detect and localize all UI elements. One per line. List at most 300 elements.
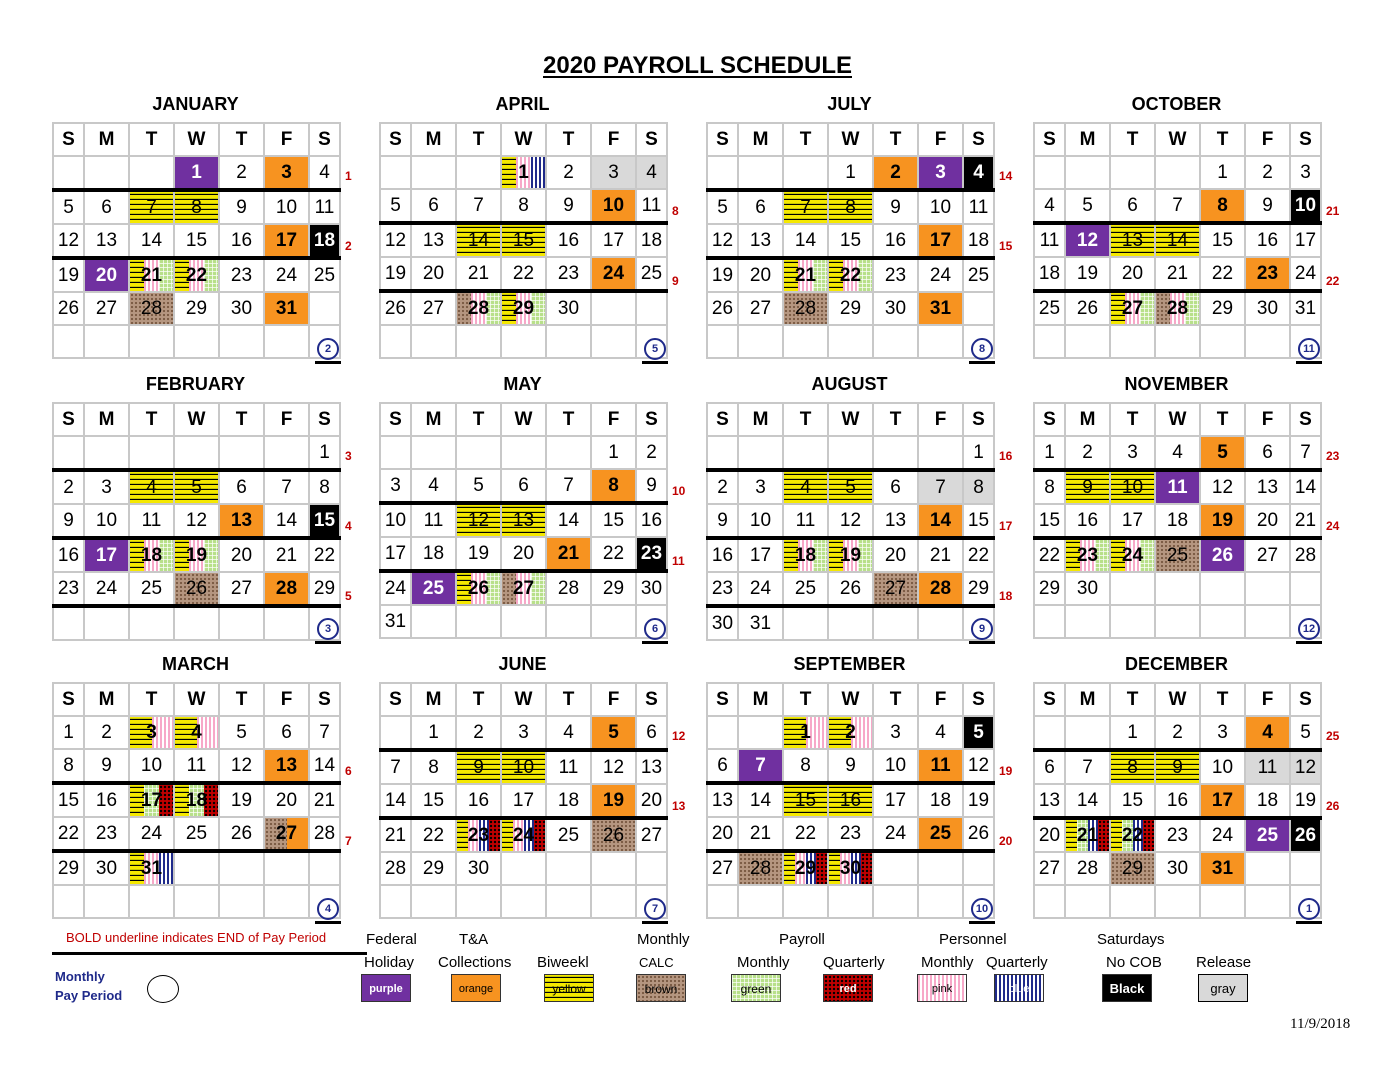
day-cell — [828, 538, 873, 572]
pay-period-number: 10 — [672, 484, 686, 498]
day-number: 26 — [57, 297, 80, 319]
month-january — [52, 94, 352, 359]
legend-saturdays: Saturdays — [1097, 931, 1165, 948]
weekday-header: T — [219, 123, 264, 156]
day-number: 16 — [230, 229, 253, 251]
legend-calc: CALC — [639, 955, 674, 970]
day-cell — [501, 223, 546, 257]
pay-period-number: 16 — [999, 449, 1013, 463]
empty-cell — [129, 885, 174, 918]
day-cell — [783, 292, 828, 325]
day-number: 12 — [467, 509, 490, 531]
day-cell — [1290, 716, 1321, 750]
day-number: 1 — [518, 161, 529, 183]
day-cell — [174, 716, 219, 749]
monthly-pay-period-label: Monthly Pay Period — [55, 969, 123, 1003]
empty-cell — [501, 436, 546, 469]
day-number: 15 — [967, 509, 990, 531]
day-cell — [264, 504, 309, 538]
day-cell — [174, 190, 219, 224]
weekday-header: S — [963, 683, 994, 716]
weekday-header: F — [918, 123, 963, 156]
day-cell — [1200, 504, 1245, 538]
pay-period-number: 14 — [999, 169, 1013, 183]
day-number: 21 — [467, 262, 490, 284]
day-number: 1 — [1217, 161, 1228, 183]
day-number: 10 — [1294, 194, 1317, 216]
day-number: 21 — [275, 544, 298, 566]
month-name: MARCH — [162, 654, 229, 674]
day-cell — [918, 817, 963, 851]
day-number: 19 — [839, 544, 862, 566]
empty-cell — [456, 436, 501, 469]
day-cell — [783, 190, 828, 224]
day-number: 28 — [275, 577, 298, 599]
day-cell — [738, 224, 783, 258]
day-number: 27 — [884, 577, 907, 599]
day-cell — [456, 852, 501, 885]
day-number: 16 — [711, 544, 734, 566]
day-cell — [129, 817, 174, 851]
day-number: 28 — [929, 577, 952, 599]
empty-cell — [1200, 885, 1245, 918]
weekday-header: T — [129, 123, 174, 156]
day-number: 23 — [557, 262, 580, 284]
pay-period-number: 15 — [999, 239, 1013, 253]
day-cell — [636, 571, 667, 605]
month-grid — [706, 402, 995, 641]
month-grid — [52, 122, 341, 359]
day-cell — [411, 750, 456, 784]
day-cell — [918, 716, 963, 749]
day-number: 4 — [935, 721, 946, 743]
empty-cell — [501, 325, 546, 358]
day-number: 15 — [1211, 229, 1234, 251]
day-number: 29 — [839, 297, 862, 319]
day-cell — [309, 817, 340, 851]
day-cell — [1290, 223, 1321, 257]
empty-cell — [501, 605, 546, 638]
weekday-header: M — [738, 403, 783, 436]
day-cell — [1034, 572, 1065, 605]
day-number: 29 — [422, 857, 445, 879]
day-cell — [380, 223, 411, 257]
day-cell — [1110, 818, 1155, 852]
day-cell — [707, 606, 738, 640]
day-cell — [738, 292, 783, 325]
day-cell — [828, 749, 873, 783]
day-cell — [1290, 784, 1321, 818]
weekday-header: W — [174, 123, 219, 156]
monthly-pay-period-badge: 7 — [644, 898, 666, 920]
day-number: 7 — [146, 196, 157, 218]
day-cell — [1200, 470, 1245, 504]
day-number: 19 — [230, 789, 253, 811]
weekday-header: W — [828, 123, 873, 156]
day-number: 25 — [794, 577, 817, 599]
empty-cell — [264, 325, 309, 358]
legend-biweekly: Biweekl — [537, 954, 589, 971]
day-cell — [783, 538, 828, 572]
day-cell — [456, 291, 501, 325]
day-number: 25 — [1256, 824, 1279, 846]
day-cell — [591, 818, 636, 852]
day-number: 23 — [57, 577, 80, 599]
pay-period-number: 21 — [1326, 204, 1340, 218]
day-cell — [783, 258, 828, 292]
day-number: 10 — [929, 196, 952, 218]
day-cell — [828, 224, 873, 258]
day-number: 2 — [890, 161, 901, 183]
day-number: 9 — [845, 754, 856, 776]
month-october — [1033, 94, 1340, 359]
day-number: 13 — [230, 509, 253, 531]
day-number: 25 — [967, 264, 990, 286]
day-number: 21 — [1166, 262, 1189, 284]
empty-cell — [380, 156, 411, 189]
day-cell — [738, 851, 783, 885]
day-number: 24 — [140, 822, 163, 844]
day-cell — [411, 503, 456, 537]
empty-cell — [1110, 885, 1155, 918]
day-cell — [1290, 504, 1321, 538]
day-cell — [1034, 291, 1065, 325]
day-cell — [1110, 291, 1155, 325]
empty-cell — [53, 436, 84, 470]
legend-release: Release — [1196, 954, 1252, 971]
day-number: 19 — [185, 544, 208, 566]
day-number: 2 — [473, 721, 484, 743]
empty-cell — [1155, 325, 1200, 358]
day-cell — [1065, 784, 1110, 818]
day-number: 3 — [390, 474, 401, 496]
day-number: 13 — [884, 509, 907, 531]
empty-cell — [636, 291, 667, 325]
day-cell — [1290, 189, 1321, 223]
day-cell — [873, 156, 918, 190]
day-number: 21 — [140, 264, 163, 286]
empty-cell — [174, 436, 219, 470]
empty-cell — [1065, 325, 1110, 358]
legend-payroll-quarterly: Quarterly — [823, 954, 885, 971]
day-cell — [963, 749, 994, 783]
day-number: 6 — [518, 474, 529, 496]
day-cell — [783, 572, 828, 606]
day-number: 5 — [1217, 441, 1228, 463]
weekday-header: F — [264, 403, 309, 436]
weekday-header: S — [53, 683, 84, 716]
day-number: 9 — [1262, 194, 1273, 216]
day-number: 23 — [884, 264, 907, 286]
weekday-header: T — [456, 403, 501, 436]
day-cell — [636, 156, 667, 189]
day-cell — [707, 572, 738, 606]
empty-cell — [380, 716, 411, 750]
day-number: 5 — [473, 474, 484, 496]
empty-cell — [411, 436, 456, 469]
day-cell — [264, 572, 309, 606]
day-cell — [1110, 436, 1155, 470]
day-number: 17 — [275, 229, 298, 251]
day-number: 4 — [800, 476, 811, 498]
day-number: 1 — [191, 161, 202, 183]
day-number: 3 — [1127, 441, 1138, 463]
day-cell — [918, 224, 963, 258]
empty-cell — [219, 436, 264, 470]
day-number: 30 — [640, 577, 663, 599]
day-cell — [84, 817, 129, 851]
day-cell — [309, 436, 340, 470]
day-cell — [918, 190, 963, 224]
day-number: 16 — [467, 789, 490, 811]
day-number: 19 — [1294, 789, 1317, 811]
day-number: 20 — [1038, 824, 1061, 846]
day-cell — [546, 291, 591, 325]
day-number: 18 — [1256, 789, 1279, 811]
day-number: 22 — [1211, 262, 1234, 284]
day-cell — [873, 749, 918, 783]
empty-cell — [1245, 852, 1290, 885]
day-number: 29 — [185, 297, 208, 319]
weekday-header: W — [174, 683, 219, 716]
weekday-header: T — [873, 403, 918, 436]
empty-cell — [309, 851, 340, 885]
weekday-header: T — [456, 683, 501, 716]
day-cell — [918, 572, 963, 606]
day-number: 14 — [1166, 229, 1189, 251]
day-number: 20 — [95, 264, 118, 286]
day-cell — [129, 224, 174, 258]
weekday-header: T — [1110, 403, 1155, 436]
day-number: 17 — [384, 542, 407, 564]
day-cell — [174, 572, 219, 606]
empty-cell — [707, 325, 738, 358]
day-cell — [1245, 750, 1290, 784]
empty-cell — [591, 605, 636, 638]
day-cell — [501, 750, 546, 784]
day-number: 11 — [968, 196, 989, 218]
day-number: 7 — [473, 194, 484, 216]
swatch-green: green — [731, 974, 781, 1002]
day-cell — [591, 189, 636, 223]
empty-cell — [1290, 852, 1321, 885]
day-cell — [84, 783, 129, 817]
day-number: 10 — [275, 196, 298, 218]
day-cell — [1245, 291, 1290, 325]
day-number: 18 — [1038, 262, 1061, 284]
marker-yellow — [784, 853, 795, 884]
day-number: 18 — [967, 229, 990, 251]
swatch-brown: brown — [636, 974, 686, 1002]
day-number: 5 — [191, 476, 202, 498]
day-number: 21 — [557, 542, 580, 564]
day-number: 28 — [384, 857, 407, 879]
empty-cell — [1200, 325, 1245, 358]
day-cell — [129, 783, 174, 817]
month-grid — [379, 122, 668, 359]
weekday-header: M — [1065, 123, 1110, 156]
day-number: 6 — [1044, 756, 1055, 778]
weekday-header: S — [636, 683, 667, 716]
weekday-header: W — [1155, 123, 1200, 156]
day-cell — [219, 504, 264, 538]
day-number: 25 — [929, 822, 952, 844]
day-cell — [546, 818, 591, 852]
day-number: 24 — [384, 577, 407, 599]
month-name: OCTOBER — [1131, 94, 1222, 114]
day-cell — [963, 156, 994, 190]
pay-period-number: 25 — [1326, 729, 1340, 743]
day-number: 11 — [186, 754, 207, 776]
empty-cell — [411, 885, 456, 918]
empty-cell — [873, 885, 918, 918]
day-cell — [1065, 818, 1110, 852]
empty-cell — [219, 885, 264, 918]
day-number: 8 — [518, 194, 529, 216]
day-cell — [963, 258, 994, 292]
day-number: 4 — [563, 721, 574, 743]
pay-period-number: 8 — [672, 204, 679, 218]
day-number: 4 — [191, 721, 202, 743]
monthly-pay-period-badge: 2 — [317, 338, 339, 360]
day-cell — [1034, 470, 1065, 504]
day-cell — [591, 537, 636, 571]
day-cell — [456, 223, 501, 257]
day-number: 28 — [1076, 857, 1099, 879]
empty-cell — [828, 885, 873, 918]
day-number: 15 — [422, 789, 445, 811]
day-number: 10 — [95, 509, 118, 531]
day-number: 14 — [557, 509, 580, 531]
day-number: 2 — [63, 476, 74, 498]
day-number: 20 — [711, 822, 734, 844]
day-cell — [828, 851, 873, 885]
empty-cell — [1200, 572, 1245, 605]
day-number: 19 — [384, 262, 407, 284]
day-number: 25 — [140, 577, 163, 599]
day-number: 14 — [275, 509, 298, 531]
empty-cell — [1034, 156, 1065, 189]
day-number: 24 — [602, 262, 625, 284]
empty-cell — [380, 885, 411, 918]
day-cell — [918, 470, 963, 504]
day-cell — [873, 504, 918, 538]
day-number: 20 — [640, 789, 663, 811]
day-number: 11 — [1039, 229, 1060, 251]
pay-period-number: 22 — [1326, 274, 1340, 288]
day-cell — [636, 469, 667, 503]
day-cell — [828, 156, 873, 190]
month-name: JULY — [827, 94, 872, 114]
day-number: 27 — [512, 577, 535, 599]
empty-cell — [873, 325, 918, 358]
empty-cell — [219, 606, 264, 640]
day-cell — [873, 190, 918, 224]
day-cell — [1065, 750, 1110, 784]
empty-cell — [1034, 605, 1065, 638]
day-number: 9 — [63, 509, 74, 531]
day-number: 25 — [640, 262, 663, 284]
day-cell — [1065, 470, 1110, 504]
day-number: 21 — [749, 822, 772, 844]
pay-period-number: 2 — [345, 239, 352, 253]
day-number: 1 — [800, 721, 811, 743]
weekday-header: T — [546, 683, 591, 716]
day-cell — [501, 784, 546, 818]
day-number: 5 — [236, 721, 247, 743]
empty-cell — [783, 606, 828, 640]
legend-personnel-monthly: Monthly — [921, 954, 974, 971]
day-number: 7 — [1300, 441, 1311, 463]
day-cell — [264, 292, 309, 325]
empty-cell — [456, 325, 501, 358]
day-number: 20 — [275, 789, 298, 811]
pay-period-number: 13 — [672, 799, 686, 813]
day-number: 8 — [845, 196, 856, 218]
pay-period-note: BOLD underline indicates END of Pay Period — [66, 930, 327, 945]
day-cell — [1155, 716, 1200, 750]
day-number: 24 — [1294, 262, 1317, 284]
weekday-header: F — [1245, 683, 1290, 716]
day-number: 31 — [140, 857, 163, 879]
weekday-header: T — [456, 123, 501, 156]
day-cell — [828, 572, 873, 606]
day-cell — [174, 504, 219, 538]
day-number: 26 — [967, 822, 990, 844]
day-cell — [53, 190, 84, 224]
day-number: 14 — [929, 509, 952, 531]
weekday-header: S — [1034, 123, 1065, 156]
month-name: SEPTEMBER — [793, 654, 906, 674]
day-cell — [636, 537, 667, 571]
day-cell — [873, 292, 918, 325]
day-cell — [963, 572, 994, 606]
day-cell — [963, 504, 994, 538]
weekday-header: M — [84, 403, 129, 436]
day-cell — [309, 156, 340, 190]
day-number: 17 — [95, 544, 118, 566]
day-cell — [456, 818, 501, 852]
weekday-header: F — [264, 123, 309, 156]
day-cell — [1065, 189, 1110, 223]
day-cell — [129, 190, 174, 224]
empty-cell — [873, 606, 918, 640]
weekday-header: T — [1200, 403, 1245, 436]
day-number: 7 — [800, 196, 811, 218]
day-number: 30 — [839, 857, 862, 879]
day-cell — [1155, 784, 1200, 818]
day-cell — [636, 784, 667, 818]
weekday-header: F — [264, 683, 309, 716]
day-cell — [264, 716, 309, 749]
day-number: 7 — [1082, 756, 1093, 778]
day-number: 13 — [749, 229, 772, 251]
day-cell — [783, 749, 828, 783]
weekday-header: M — [411, 123, 456, 156]
day-number: 5 — [845, 476, 856, 498]
day-number: 6 — [236, 476, 247, 498]
day-cell — [1200, 784, 1245, 818]
day-number: 15 — [185, 229, 208, 251]
empty-cell — [738, 436, 783, 470]
day-cell — [707, 224, 738, 258]
day-number: 14 — [794, 229, 817, 251]
day-number: 26 — [230, 822, 253, 844]
day-number: 23 — [1076, 544, 1099, 566]
day-number: 6 — [890, 476, 901, 498]
day-cell — [456, 537, 501, 571]
day-cell — [783, 504, 828, 538]
